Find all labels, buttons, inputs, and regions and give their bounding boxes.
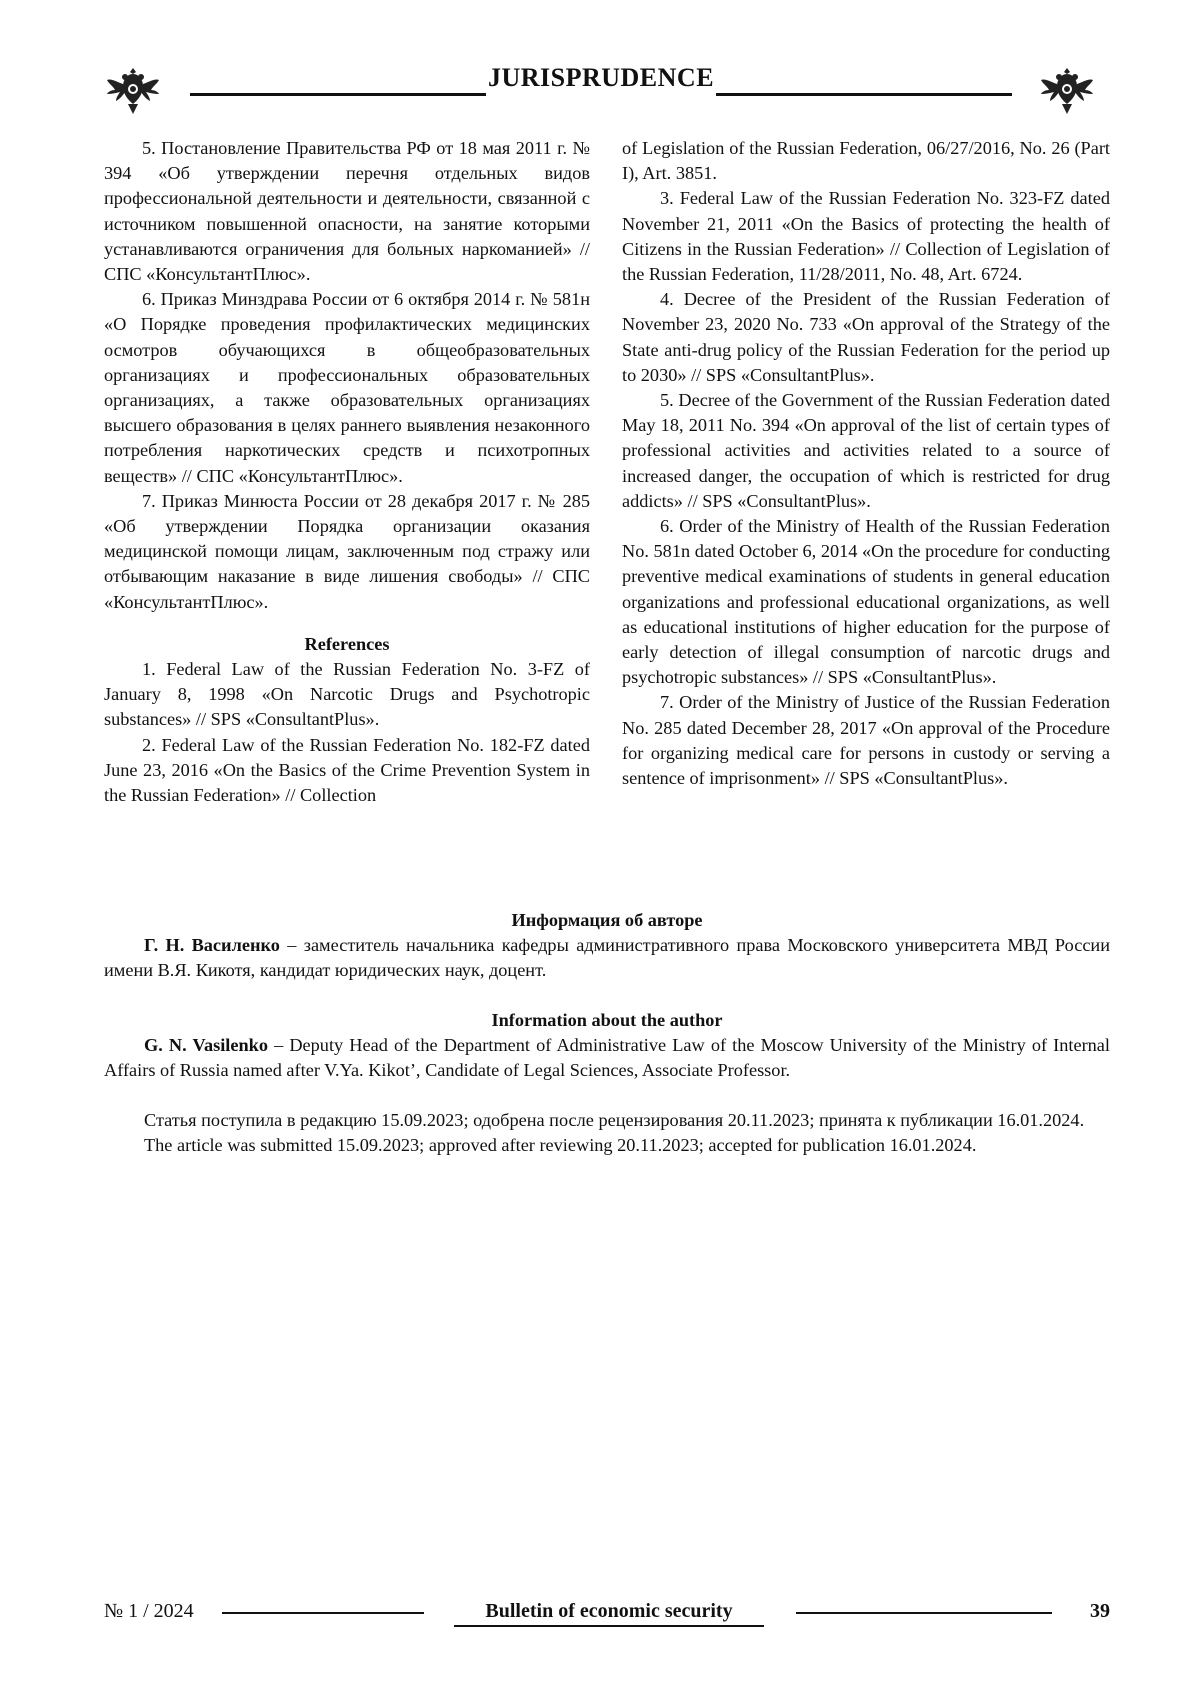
author-info-ru <box>104 908 1110 984</box>
footer-rule-right <box>796 1612 1052 1614</box>
reference-item: 6. Приказ Минздрава России от 6 октября 2014 г. № 581н «О Порядке проведения профилактических медицинских осмотров обучающихся в общеобразовательных организациях и профессиональных образовательных организациях, а также образовательных организациях высшего образования в целях раннего выявления незаконного потребления наркотических средств и психотропных веществ» // СПС «КонсультантПлюс». <box>104 289 590 486</box>
author-info-text <box>104 1033 1110 1083</box>
footer-rule-left <box>222 1612 424 1614</box>
reference-item: 2. Federal Law of the Russian Federation No. 182-FZ dated June 23, 2016 «On the Basics of the Crime Prevention System in the Russian Federation» // Collection <box>104 734 590 806</box>
page-header <box>104 62 1096 124</box>
header-rule-left <box>190 93 486 96</box>
double-headed-eagle-emblem-icon <box>104 62 162 120</box>
article-dates <box>104 1108 1110 1158</box>
author-name: G. N. Vasilenko <box>144 1035 268 1056</box>
issue-number: № 1 / 2024 <box>104 1600 194 1622</box>
author-info-text <box>104 933 1110 983</box>
author-name: Г. Н. Василенко <box>144 935 280 956</box>
page-footer <box>104 1598 1110 1628</box>
page-number: 39 <box>1090 1600 1110 1622</box>
right-column <box>622 136 1110 791</box>
reference-item: 5. Постановление Правительства РФ от 18 мая 2011 г. № 394 «Об утверждении перечня отдельных видов профессиональной деятельности и деятельности, связанной с источником повышенной опасности, на занятие которыми устанавливаются ограничения для больных наркоманией» // СПС «КонсультантПлюс». <box>104 138 590 285</box>
reference-item: 6. Order of the Ministry of Health of the Russian Federation No. 581n dated October 6, 2014 «On the procedure for conducting preventive medical examinations of students in general education organizations and professional educational organizations, as well as educational institutions of higher education for the purpose of early detection of illegal consumption of narcotic drugs and psychotropic substances» // SPS «ConsultantPlus». <box>622 516 1110 688</box>
left-column <box>104 136 590 808</box>
reference-item: 5. Decree of the Government of the Russian Federation dated May 18, 2011 No. 394 «On approval of the list of certain types of professional activities and activities related to a source of increased danger, the occupation of which is restricted for drug addicts» // SPS «ConsultantPlus». <box>622 390 1110 511</box>
author-info-en <box>104 1008 1110 1084</box>
article-dates-ru: Статья поступила в редакцию 15.09.2023; одобрена после рецензирования 20.11.2023; принята к публикации 16.01.2024. <box>144 1110 1085 1130</box>
author-info-heading: Информация об авторе <box>511 910 703 930</box>
author-description: – заместитель начальника кафедры административного права Московского университета МВД России имени В.Я. Кикотя, кандидат юридических наук, доцент. <box>104 935 1111 981</box>
section-title: JURISPRUDENCE <box>487 63 715 92</box>
reference-item: 7. Приказ Минюста России от 28 декабря 2017 г. № 285 «Об утверждении Порядка организации оказания медицинской помощи лицам, заключенным под стражу или отбывающим наказание в виде лишения свободы» // СПС «КонсультантПлюс». <box>104 490 590 612</box>
reference-item: 1. Federal Law of the Russian Federation No. 3-FZ of January 8, 1998 «On Narcotic Drugs and Psychotropic substances» // SPS «ConsultantPlus». <box>104 659 590 730</box>
references-heading: References <box>304 633 390 654</box>
author-description: – Deputy Head of the Department of Administrative Law of the Moscow University of the Ministry of Internal Affairs of Russia named after V.Ya. Kikot’, Candidate of Legal Sciences, Associate Professor. <box>104 1035 1110 1081</box>
header-rule-right <box>716 93 1012 96</box>
reference-continuation: of Legislation of the Russian Federation, 06/27/2016, No. 26 (Part I), Art. 3851. <box>622 138 1110 184</box>
double-headed-eagle-emblem-icon <box>1038 62 1096 120</box>
journal-title: Bulletin of economic security <box>485 1600 733 1622</box>
journal-title-underline <box>454 1625 764 1627</box>
reference-item: 3. Federal Law of the Russian Federation No. 323-FZ dated November 21, 2011 «On the Basics of protecting the health of Citizens in the Russian Federation» // Collection of Legislation of the Russian Federation, 11/28/2011, No. 48, Art. 6724. <box>622 188 1110 285</box>
reference-item: 4. Decree of the President of the Russian Federation of November 23, 2020 No. 733 «On approval of the Strategy of the State anti-drug policy of the Russian Federation for the period up to 2030» // SPS «ConsultantPlus». <box>622 289 1110 385</box>
reference-item: 7. Order of the Ministry of Justice of the Russian Federation No. 285 dated December 28, 2017 «On approval of the Procedure for organizing medical care for persons in custody or serving a sentence of imprisonment» // SPS «ConsultantPlus». <box>622 692 1110 789</box>
article-dates-en: The article was submitted 15.09.2023; approved after reviewing 20.11.2023; accepted for publication 16.01.2024. <box>144 1135 977 1156</box>
author-info-heading: Information about the author <box>491 1010 723 1030</box>
